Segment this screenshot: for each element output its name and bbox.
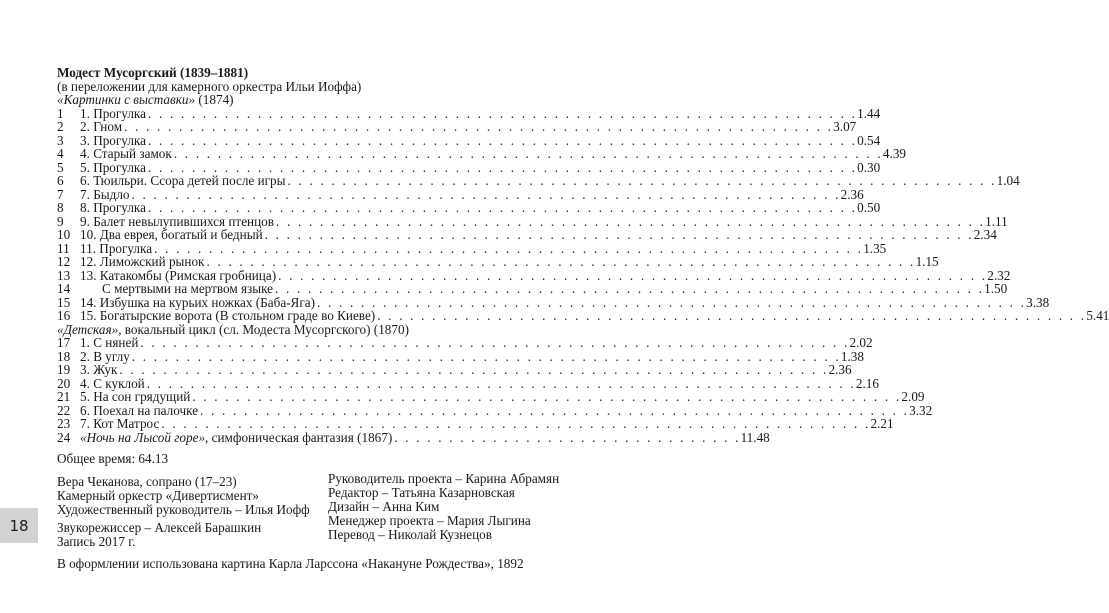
track-number: 1 <box>57 105 64 121</box>
track-duration: 0.50 <box>857 200 881 215</box>
dot-leader: . . . . . . . . . . . . . . . . . . . . . . . . . . . . . . . . . . . . . . . . . . . . . . . . . . . . . . . . . . . . . . . . . <box>275 281 985 296</box>
credits-left <box>57 475 310 549</box>
credit-line: Дизайн – Анна Ким <box>328 499 440 514</box>
dot-leader: . . . . . . . . . . . . . . . . . . . . . . . . . . . . . . . . . . . . . . . . . . . . . . . . . . . . . . . . . . . . . . . . . <box>200 402 910 418</box>
dot-leader: . . . . . . . . . . . . . . . . . . . . . . . . . . . . . . . . . . . . . . . . . . . . . . . . . . . . . . . . . . . . . . . . . <box>146 375 856 391</box>
track-row <box>57 294 1050 310</box>
track-number: 9 <box>57 213 64 229</box>
track-title: С мертвыми на мертвом языке <box>102 281 274 296</box>
track-number: 6 <box>57 173 64 188</box>
track-row <box>57 335 873 350</box>
credit-line: Камерный оркестр «Дивертисмент» <box>57 488 260 503</box>
track-duration: 2.32 <box>987 267 1011 283</box>
track-row <box>57 119 857 134</box>
track-title-rest: , симфоническая фантазия (1867) <box>205 429 393 445</box>
track-number: 22 <box>57 402 71 418</box>
track-number: 7 <box>57 186 64 202</box>
track-number: 23 <box>57 416 71 431</box>
track-number: 2 <box>57 119 64 134</box>
track-duration: 1.11 <box>985 213 1008 229</box>
section-heading-detskaya <box>57 323 554 337</box>
page-number: 18 <box>0 508 38 543</box>
track-title: 6. Поехал на палочке <box>80 402 199 418</box>
dot-leader: . . . . . . . . . . . . . . . . . . . . . . . . . . . . . . . . . . . . . . . . . . . . . . . . . . . . . . . . . . . . . . . . . <box>140 335 850 350</box>
credits-right <box>328 472 559 542</box>
track-row <box>57 132 881 148</box>
track-row <box>57 240 887 256</box>
credit-line: Перевод – Николай Кузнецов <box>328 527 492 542</box>
track-title: 5. На сон грядущий <box>80 389 191 404</box>
track-duration: 3.38 <box>1026 294 1050 310</box>
track-duration: 2.36 <box>840 186 864 202</box>
track-row <box>57 267 1011 283</box>
credit-line: Запись 2017 г. <box>57 534 136 549</box>
track-number: 20 <box>57 375 71 391</box>
track-number: 15 <box>57 294 71 310</box>
work-heading <box>57 93 554 107</box>
section-subtitle: , вокальный цикл (сл. Модеста Мусоргского) (1870) <box>118 321 409 337</box>
track-number: 13 <box>57 267 71 283</box>
track-title: 15. Богатырские ворота (В стольном граде во Киеве) <box>80 308 376 323</box>
dot-leader: . . . . . . . . . . . . . . . . . . . . . . . . . . . . . . . . . . . . . . . . . . . . . . . . . . . . . . . . . . . . . . . . . <box>173 146 883 161</box>
track-duration: 5.41 <box>1086 308 1109 323</box>
track-row <box>57 105 881 121</box>
track-duration: 2.21 <box>870 416 894 431</box>
credit-line: Художественный руководитель – Илья Иофф <box>57 502 310 517</box>
track-title: 4. Старый замок <box>80 146 172 161</box>
track-number: 10 <box>57 227 71 242</box>
dot-leader: . . . . . . . . . . . . . . . . . . . . . . . . . . . . . . . . . . . . . . . . . . . . . . . . . . . . . . . . . . . . . . . . . <box>161 416 871 431</box>
dot-leader: . . . . . . . . . . . . . . . . . . . . . . . . . . . . . . . . . . . . . . . . . . . . . . . . . . . . . . . . . . . . . . . . . <box>131 348 841 364</box>
track-number: 8 <box>57 200 64 215</box>
track-title: 3. Прогулка <box>80 132 146 148</box>
track-title: 2. Гном <box>80 119 123 134</box>
dot-leader: . . . . . . . . . . . . . . . . . . . . . . . . . . . . . . . . . . . . . . . . . . . . . . . . . . . . . . . . . . . . . . . . . <box>124 119 834 134</box>
track-number: 21 <box>57 389 71 404</box>
track-title: 11. Прогулка <box>80 240 153 256</box>
credit-line: Редактор – Татьяна Казарновская <box>328 485 515 500</box>
track-number: 19 <box>57 362 71 377</box>
dot-leader: . . . . . . . . . . . . . . . . . . . . . . . . . . . . . . . . . . . . . . . . . . . . . . . . . . . . . . . . . . . . . . . . . <box>147 132 858 148</box>
footer-note: В оформлении использована картина Карла Ларссона «Накануне Рождества», 1892 <box>57 556 524 571</box>
track-row <box>57 159 881 175</box>
credit-line: Руководитель проекта – Карина Абрамян <box>328 471 560 486</box>
track-title: 9. Балет невылупившихся птенцов <box>80 213 274 229</box>
track-row <box>57 173 1020 188</box>
track-duration: 3.07 <box>833 119 857 134</box>
arrangement-note: (в переложении для камерного оркестра Ильи Иоффа) <box>57 78 362 94</box>
track-title: 12. Лиможский рынок <box>80 254 205 269</box>
track-row <box>57 348 864 364</box>
track-duration: 2.36 <box>828 362 852 377</box>
track-duration: 2.34 <box>973 227 997 242</box>
dot-leader: . . . . . . . . . . . . . . . . . . . . . . . . . . . . . . . . <box>394 429 741 445</box>
track-duration: 1.50 <box>984 281 1008 296</box>
track-duration: 0.54 <box>857 132 881 148</box>
track-duration: 2.09 <box>901 389 925 404</box>
track-row <box>57 362 852 377</box>
track-duration: 1.38 <box>840 348 864 364</box>
track-duration: 1.04 <box>996 173 1020 188</box>
track-number: 12 <box>57 254 71 269</box>
track-row <box>57 389 925 404</box>
track-title: 4. С куклой <box>80 375 145 391</box>
dot-leader: . . . . . . . . . . . . . . . . . . . . . . . . . . . . . . . . . . . . . . . . . . . . . . . . . . . . . . . . . . . . . . . . . <box>206 254 916 269</box>
total-time: Общее время: 64.13 <box>57 451 169 466</box>
work-year: (1874) <box>195 92 234 107</box>
track-title-italic: «Ночь на Лысой горе» <box>80 429 206 445</box>
track-duration: 3.32 <box>909 402 933 418</box>
track-number: 24 <box>57 429 71 445</box>
dot-leader: . . . . . . . . . . . . . . . . . . . . . . . . . . . . . . . . . . . . . . . . . . . . . . . . . . . . . . . . . . . . . . . . . <box>192 389 902 404</box>
track-title: 5. Прогулка <box>80 159 146 175</box>
track-title: 7. Кот Матрос <box>80 416 160 431</box>
track-title: 8. Прогулка <box>80 200 146 215</box>
track-title: 14. Избушка на курьих ножках (Баба-Яга) <box>80 294 316 310</box>
dot-leader: . . . . . . . . . . . . . . . . . . . . . . . . . . . . . . . . . . . . . . . . . . . . . . . . . . . . . . . . . . . . . . . . . <box>278 267 988 283</box>
track-title: 7. Быдло <box>80 186 130 202</box>
track-title: 1. Прогулка <box>80 105 146 121</box>
track-number: 17 <box>57 335 71 350</box>
track-row <box>57 416 894 431</box>
track-duration: 2.02 <box>849 335 873 350</box>
track-row <box>57 227 997 242</box>
dot-leader: . . . . . . . . . . . . . . . . . . . . . . . . . . . . . . . . . . . . . . . . . . . . . . . . . . . . . . . . . . . . . . . . . <box>147 159 858 175</box>
track-row <box>57 308 1109 323</box>
track-row <box>57 375 879 391</box>
track-number: 18 <box>57 348 71 364</box>
credit-line: Вера Чеканова, сопрано (17–23) <box>57 474 237 489</box>
track-duration: 2.16 <box>855 375 879 391</box>
dot-leader: . . . . . . . . . . . . . . . . . . . . . . . . . . . . . . . . . . . . . . . . . . . . . . . . . . . . . . . . . . . . . . . . . <box>131 186 841 202</box>
track-list-pictures <box>57 105 1109 323</box>
track-row <box>57 186 864 202</box>
track-row <box>57 213 1008 229</box>
track-title: 2. В углу <box>80 348 130 364</box>
track-duration: 11.48 <box>740 429 770 445</box>
track-row <box>57 200 881 215</box>
track-title: 1. С няней <box>80 335 139 350</box>
composer-heading: Модест Мусоргский (1839–1881) <box>57 65 249 80</box>
track-title: 3. Жук <box>80 362 118 377</box>
dot-leader: . . . . . . . . . . . . . . . . . . . . . . . . . . . . . . . . . . . . . . . . . . . . . . . . . . . . . . . . . . . . . . . . . <box>154 240 864 256</box>
dot-leader: . . . . . . . . . . . . . . . . . . . . . . . . . . . . . . . . . . . . . . . . . . . . . . . . . . . . . . . . . . . . . . . . . <box>264 227 974 242</box>
track-number: 14 <box>57 281 71 296</box>
track-duration: 0.30 <box>857 159 881 175</box>
track-title: 6. Тюильри. Ссора детей после игры <box>80 173 286 188</box>
track-row <box>57 429 770 445</box>
track-number: 5 <box>57 159 64 175</box>
section-title: «Детская» <box>57 321 119 337</box>
track-duration: 4.39 <box>882 146 906 161</box>
track-title: 13. Катакомбы (Римская гробница) <box>80 267 277 283</box>
dot-leader: . . . . . . . . . . . . . . . . . . . . . . . . . . . . . . . . . . . . . . . . . . . . . . . . . . . . . . . . . . . . . . . . . <box>317 294 1027 310</box>
track-row <box>57 402 933 418</box>
credit-line: Звукорежиссер – Алексей Барашкин <box>57 520 262 535</box>
dot-leader: . . . . . . . . . . . . . . . . . . . . . . . . . . . . . . . . . . . . . . . . . . . . . . . . . . . . . . . . . . . . . . . . . <box>287 173 997 188</box>
dot-leader: . . . . . . . . . . . . . . . . . . . . . . . . . . . . . . . . . . . . . . . . . . . . . . . . . . . . . . . . . . . . . . . . . <box>119 362 829 377</box>
track-row <box>57 146 906 161</box>
dot-leader: . . . . . . . . . . . . . . . . . . . . . . . . . . . . . . . . . . . . . . . . . . . . . . . . . . . . . . . . . . . . . . . . . <box>377 308 1087 323</box>
track-title: 10. Два еврея, богатый и бедный <box>80 227 263 242</box>
track-list-detskaya <box>57 335 933 431</box>
track-number: 3 <box>57 132 64 148</box>
track-duration: 1.44 <box>857 105 881 121</box>
dot-leader: . . . . . . . . . . . . . . . . . . . . . . . . . . . . . . . . . . . . . . . . . . . . . . . . . . . . . . . . . . . . . . . . . <box>276 213 986 229</box>
track-number: 16 <box>57 308 71 323</box>
work-title: «Картинки с выставки» <box>57 92 196 107</box>
credit-line: Менеджер проекта – Мария Лыгина <box>328 513 531 528</box>
track-number: 4 <box>57 146 64 161</box>
track-duration: 1.35 <box>863 240 887 256</box>
track-number: 11 <box>57 240 70 256</box>
dot-leader: . . . . . . . . . . . . . . . . . . . . . . . . . . . . . . . . . . . . . . . . . . . . . . . . . . . . . . . . . . . . . . . . . <box>147 200 858 215</box>
tracklist <box>57 65 1109 445</box>
dot-leader: . . . . . . . . . . . . . . . . . . . . . . . . . . . . . . . . . . . . . . . . . . . . . . . . . . . . . . . . . . . . . . . . . <box>147 105 858 121</box>
track-title <box>80 431 392 445</box>
track-row <box>57 281 1008 296</box>
track-duration: 1.15 <box>915 254 939 269</box>
track-row <box>57 254 939 269</box>
